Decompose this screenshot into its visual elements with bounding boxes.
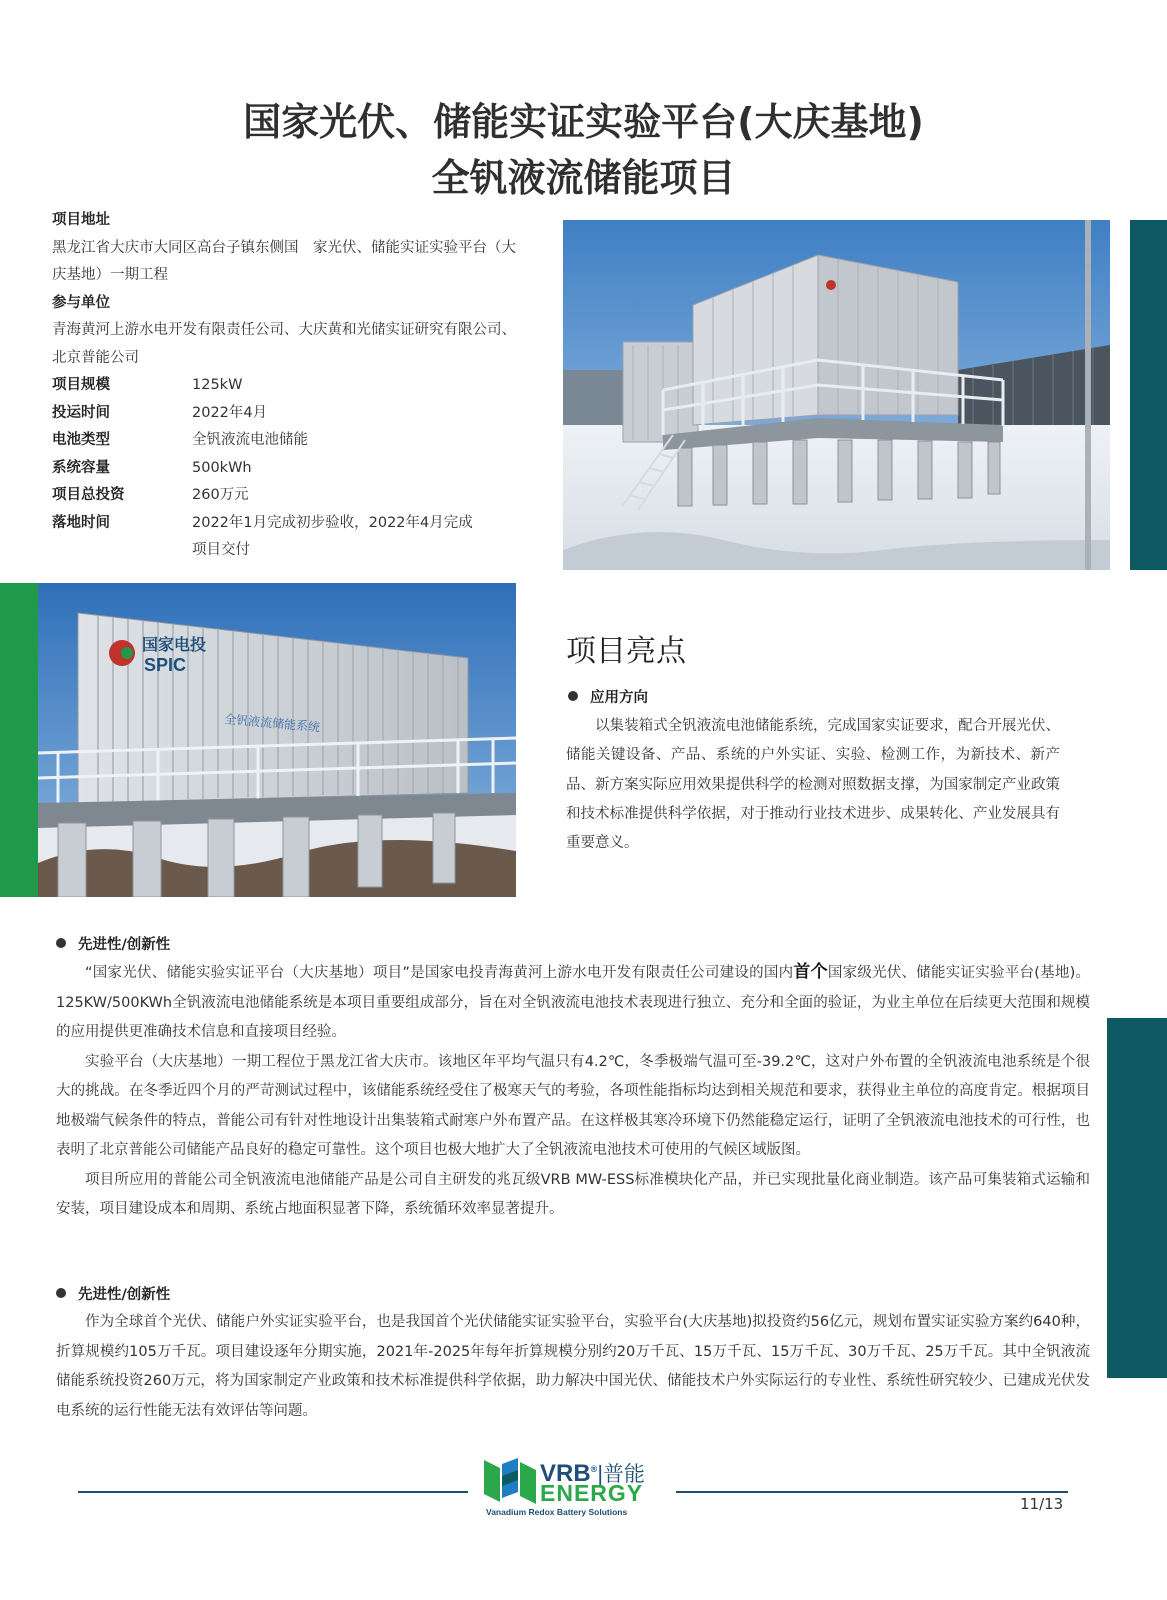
- battery-type-value: 全钒液流电池储能: [192, 432, 308, 448]
- page-subtitle: 全钒液流储能项目: [431, 156, 736, 200]
- landing-label: 落地时间: [52, 514, 110, 531]
- battery-type-label: 电池类型: [52, 432, 110, 448]
- investment-label: 项目总投资: [52, 487, 125, 503]
- info-row-investment: [52, 482, 532, 510]
- container-side-text: 全钒液流储能系统: [223, 712, 321, 735]
- application-heading: [568, 686, 648, 707]
- scale-label: 项目规模: [52, 377, 110, 393]
- address-label: 项目地址: [52, 212, 110, 228]
- accent-bar-bottom-right: [1107, 1018, 1167, 1378]
- commission-value: 2022年4月: [192, 404, 268, 421]
- section1-body: [56, 958, 1090, 1225]
- accent-bar-top-right: [1130, 220, 1167, 570]
- section2-paragraph-1: 作为全球首个光伏、储能户外实证实验平台，也是我国首个光伏储能实证实验平台，实验平台(大庆基地)拟投资约56亿元，规划布置实证实验方案约640种，折算规模约105万千瓦。项目建设逐年分期实施，2021年-2025年每年折算规模分别约20万千瓦、15万千瓦、15万千瓦、30万千瓦、25万千瓦。其中全钒液流储能系统投资260万元，将为国家制定产业政策和技术标准提供科学依据，助力解决中国光伏、储能技术户外实际运行的专业性、系统性研究较少、已建成光伏发电系统的运行性能无法有效评估等问题。: [56, 1314, 1090, 1419]
- spic-brand-en: SPIC: [144, 655, 187, 675]
- info-row-landing: [52, 510, 532, 565]
- bullet-icon: [56, 1288, 66, 1298]
- photo-container-platform: [563, 220, 1110, 570]
- vrb-logo-icon: [484, 1456, 544, 1506]
- capacity-value: 500kWh: [192, 459, 252, 476]
- info-row-commission: [52, 400, 532, 428]
- landing-value: 2022年1月完成初步验收，2022年4月完成项目交付: [192, 514, 473, 558]
- photo-container-closeup: [38, 583, 516, 897]
- logo-cn: 普能: [603, 1463, 646, 1486]
- logo-vrb: VRB: [540, 1460, 591, 1487]
- bullet-icon: [568, 691, 578, 701]
- page-number: 11/13: [1020, 1495, 1064, 1513]
- capacity-label: 系统容量: [52, 459, 110, 476]
- info-row-scale: [52, 372, 532, 400]
- units-label: 参与单位: [52, 294, 110, 311]
- section2-heading: [56, 1283, 170, 1304]
- section1-paragraph-1: [56, 958, 1090, 1048]
- units-value: 青海黄河上游水电开发有限责任公司、大庆黄和光储实证研究有限公司、北京普能公司: [52, 322, 516, 366]
- spic-brand-cn: 国家电投: [142, 637, 207, 654]
- section1-p1-emphasis: 首个: [793, 962, 828, 982]
- section1-paragraph-2: 实验平台（大庆基地）一期工程位于黑龙江省大庆市。该地区年平均气温只有4.2℃，冬季极端气温可至-39.2℃，这对户外布置的全钒液流电池系统是个很大的挑战。在冬季近四个月的严苛测试过程中，该储能系统经受住了极寒天气的考验，各项性能指标均达到相关规范和要求，获得业主单位的高度肯定。根据项目地极端气候条件的特点，普能公司有针对性地设计出集装箱式耐寒户外布置产品。在这样极其寒冷环境下仍然能稳定运行，证明了全钒液流电池技术的可行性，也表明了北京普能公司储能产品良好的稳定可靠性。这个项目也极大地扩大了全钒液流电池技术可使用的气候区域版图。: [56, 1053, 1090, 1158]
- logo-registered: ®: [590, 1464, 598, 1474]
- logo-energy: ENERGY: [540, 1480, 644, 1506]
- section1-heading: [56, 933, 170, 954]
- accent-bar-left: [0, 583, 38, 897]
- bullet-icon: [56, 938, 66, 948]
- section1-p1-start: “国家光伏、储能实验实证平台（大庆基地）项目”是国家电投青海黄河上游水电开发有限责任公司建设的国内: [85, 965, 794, 981]
- photo-container-platform-image: [563, 220, 1110, 570]
- footer-line-left: [78, 1491, 468, 1493]
- application-text: 以集装箱式全钒液流电池储能系统，完成国家实证要求，配合开展光伏、储能关键设备、产品、系统的户外实证、实验、检测工作，为新技术、新产品、新方案实际应用效果提供科学的检测对照数据支撑，为国家制定产业政策和技术标准提供科学依据，对于推动行业技术进步、成果转化、产业发展具有重要意义。: [566, 718, 1060, 852]
- photo-container-closeup-image: [38, 583, 516, 897]
- section1-paragraph-3: 项目所应用的普能公司全钒液流电池储能产品是公司自主研发的兆瓦级VRB MW-ESS标准模块化产品，并已实现批量化商业制造。该产品可集装箱式运输和安装，项目建设成本和周期、系统占地面积显著下降，系统循环效率显著提升。: [56, 1171, 1090, 1217]
- address-value: 黑龙江省大庆市大同区高台子镇东侧国 家光伏、储能实证实验平台（大庆基地）一期工程: [52, 239, 516, 283]
- highlights-title: 项目亮点: [566, 634, 686, 669]
- vrb-energy-logo: VRB®|普能 ENERGY Vanadium Redox Battery Solutions: [484, 1456, 674, 1522]
- info-row-battery: [52, 427, 532, 455]
- page-title: 国家光伏、储能实证实验平台(大庆基地): [243, 100, 924, 144]
- section1-p1-end: 国家级光伏、储能实证实验平台(基地)。125KW/500KWh全钒液流电池储能系统是本项目重要组成部分，旨在对全钒液流电池技术表现进行独立、充分和全面的验证，为业主单位在后续更大范围和规模的应用提供更准确技术信息和直接项目经验。: [56, 965, 1091, 1040]
- logo-tagline: Vanadium Redox Battery Solutions: [486, 1507, 628, 1517]
- application-heading-text: 应用方向: [590, 690, 648, 706]
- project-info: [52, 207, 532, 565]
- section1-heading-text: 先进性/创新性: [78, 937, 171, 953]
- info-row-capacity: [52, 455, 532, 483]
- footer-line-right: [676, 1491, 1068, 1493]
- section2-heading-text: 先进性/创新性: [78, 1287, 171, 1303]
- investment-value: 260万元: [192, 487, 249, 503]
- section2-body: [56, 1308, 1090, 1426]
- scale-value: 125kW: [192, 377, 243, 393]
- commission-label: 投运时间: [52, 404, 110, 421]
